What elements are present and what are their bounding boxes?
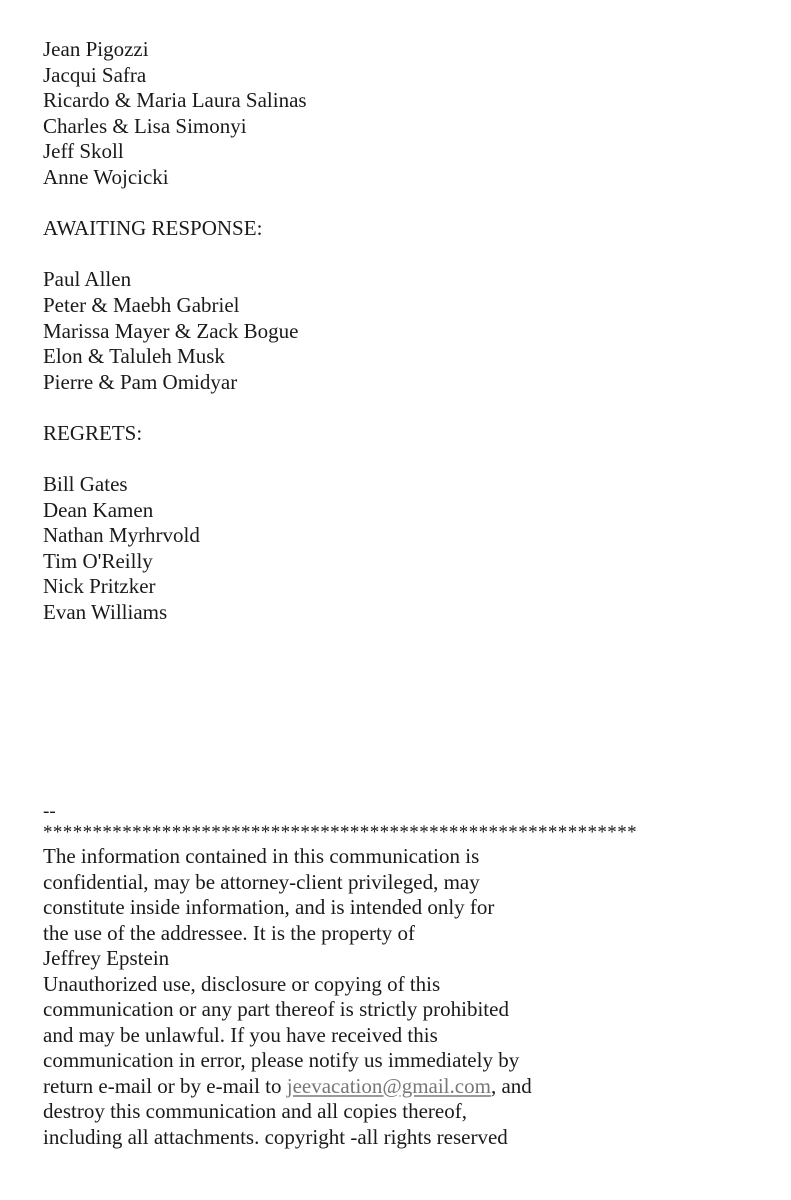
email-line-suffix: , and — [490, 1073, 532, 1098]
attending-list — [43, 37, 763, 191]
notice-line: and may be unlawful. If you have received this — [43, 1022, 438, 1047]
guest-name: Paul Allen — [43, 267, 132, 292]
guest-name: Peter & Maebh Gabriel — [43, 292, 240, 317]
notice-line: Jeffrey Epstein — [43, 946, 170, 970]
notice-line: Unauthorized use, disclosure or copying of this — [43, 971, 441, 996]
email-footer — [43, 802, 763, 1150]
guest-name: Nathan Myrhrvold — [43, 523, 200, 548]
awaiting-heading: AWAITING RESPONSE: — [43, 216, 263, 241]
regrets-heading: REGRETS: — [43, 420, 143, 445]
notice-line: the use of the addressee. It is the property of — [43, 920, 416, 945]
email-line-prefix: return e-mail or by e-mail to — [43, 1073, 287, 1098]
awaiting-section — [43, 216, 763, 395]
guest-name: Ricardo & Maria Laura Salinas — [43, 88, 307, 113]
notice-line: including all attachments. copyright -all rights reserved — [43, 1124, 508, 1149]
signature-separator: -- — [43, 801, 56, 822]
notice-line: communication or any part thereof is strictly prohibited — [43, 997, 509, 1021]
email-link[interactable]: jeevacation@gmail.com — [286, 1073, 491, 1098]
notice-line: communication in error, please notify us immediately by — [43, 1048, 520, 1072]
guest-name: Jeff Skoll — [43, 139, 124, 164]
notice-email-line — [43, 1074, 763, 1100]
confidentiality-notice — [43, 844, 763, 1150]
guest-name: Tim O'Reilly — [43, 548, 153, 573]
notice-line: constitute inside information, and is intended only for — [43, 895, 495, 919]
spacer — [43, 191, 763, 217]
guest-name: Elon & Taluleh Musk — [43, 344, 225, 369]
guest-list — [43, 37, 763, 626]
guest-name: Marissa Mayer & Zack Bogue — [43, 318, 299, 343]
spacer — [43, 242, 763, 268]
notice-line: destroy this communication and all copies thereof, — [43, 1099, 467, 1123]
guest-name: Jean Pigozzi — [43, 37, 149, 61]
guest-name: Jacqui Safra — [43, 62, 147, 87]
spacer — [43, 395, 763, 421]
guest-name: Bill Gates — [43, 472, 128, 497]
notice-line: confidential, may be attorney-client privileged, may — [43, 869, 480, 894]
guest-name: Anne Wojcicki — [43, 164, 169, 189]
guest-name: Charles & Lisa Simonyi — [43, 113, 247, 138]
spacer — [43, 447, 763, 473]
notice-line: The information contained in this communication is — [43, 844, 480, 868]
guest-name: Nick Pritzker — [43, 574, 156, 599]
guest-name: Dean Kamen — [43, 497, 154, 522]
guest-name: Pierre & Pam Omidyar — [43, 369, 238, 394]
guest-name: Evan Williams — [43, 600, 168, 625]
asterisk-divider: ************************************************************ — [43, 822, 637, 843]
regrets-section — [43, 421, 763, 626]
